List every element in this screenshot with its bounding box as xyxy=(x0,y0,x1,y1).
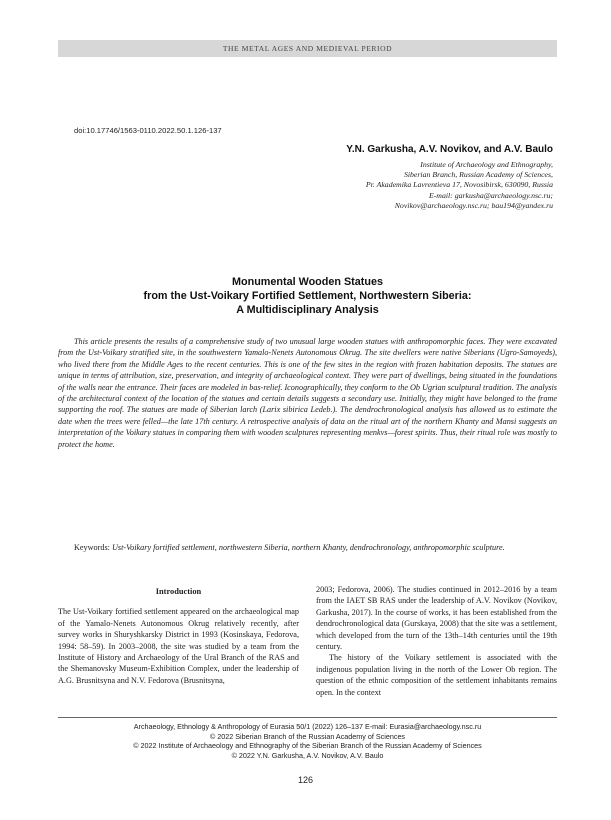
affiliation-email[interactable]: Novikov@archaeology.nsc.ru; bau194@yandex.ru xyxy=(394,200,553,210)
article-title xyxy=(58,275,557,317)
keywords xyxy=(58,542,557,553)
authors: Y.N. Garkusha, A.V. Novikov, and A.V. Baulo xyxy=(346,144,553,155)
affiliation-email[interactable]: E-mail: garkusha@archaeology.nsc.ru; xyxy=(428,190,553,200)
left-column xyxy=(58,584,299,686)
copyright-line: © 2022 Siberian Branch of the Russian Academy of Sciences xyxy=(209,731,406,741)
copyright-line: © 2022 Y.N. Garkusha, A.V. Novikov, A.V. Baulo xyxy=(231,751,384,761)
running-header xyxy=(58,40,557,57)
footer xyxy=(58,722,557,761)
page-number: 126 xyxy=(297,775,314,785)
affiliation-line: Institute of Archaeology and Ethnography, xyxy=(420,160,553,169)
section-title: THE METAL AGES AND MEDIEVAL PERIOD xyxy=(222,44,393,53)
affiliation xyxy=(193,160,553,211)
introduction-heading: Introduction xyxy=(155,587,202,596)
right-column xyxy=(316,584,557,698)
affiliation-line: Pr. Akademika Lavrentieva 17, Novosibirsk, 630090, Russia xyxy=(365,180,553,190)
body-paragraph: 2003; Fedorova, 2006). The studies continued in 2012–2016 by a team from the IAET SB RAS under the leadership of A.V. Novikov (Novikov, Garkusha, 2017). In the course of works, it has been established from the dendrochronological data (Gurskaya, 2008) that the site was a settlement, which developed from the turn of the 13th–14th centuries until the 19th century. xyxy=(316,585,557,652)
title-line: Monumental Wooden Statues xyxy=(232,276,383,288)
body-paragraph: The history of the Voikary settlement is associated with the indigenous population living in the north of the Lower Ob region. The question of the ethnic composition of the settlement inhabitants remains open. In the context xyxy=(316,653,557,697)
affiliation-line: Siberian Branch, Russian Academy of Sciences, xyxy=(403,170,553,180)
abstract: This article presents the results of a comprehensive study of two unusual large wooden statues with anthropomorphic faces. They were excavated from the Ust-Voikary stratified site, in the southwestern Yamalo-Nenets Autonomous Okrug. The site dwellers were native Siberians (Ugro-Samoyeds), who lived there from the Middle Ages to the recent centuries. This is one of the few sites in the region with frozen habitation deposits. The statues are unique in terms of attribution, size, preservation, and integrity of archaeological context. They were part of dwellings, being situated in the foundations of the walls near the entrance. Their faces are modeled in bas-relief. Iconographically, they conform to the Ob Ugrian sculptural tradition. The analysis of the architectural context of the location of the statues and certain details suggests a secondary use. Initially, they might have belonged to the frame supporting the roof. The statues are made of Siberian larch (Larix sibirica Ledeb.). The dendrochronological analysis has allowed us to estimate the date when the trees were felled—the late 17th century. A retrospective analysis of data on the ritual art of the northern Khanty and Mansi suggests an interpretation of the Voikary statues in comparing them with wooden sculptures representing menkvs—forest spirits. Thus, their ritual role was mostly to protect the home. xyxy=(58,337,557,449)
title-line: A Multidisciplinary Analysis xyxy=(236,304,379,316)
footer-divider xyxy=(58,717,557,718)
keywords-text: Ust-Voikary fortified settlement, northwestern Siberia, northern Khanty, dendrochronology, anthropomorphic sculpture. xyxy=(111,543,505,552)
doi-link[interactable]: doi:10.17746/1563-0110.2022.50.1.126-137 xyxy=(74,126,222,135)
keywords-label: Keywords: xyxy=(74,543,110,552)
body-paragraph: The Ust-Voikary fortified settlement appeared on the archaeological map of the Yamalo-Nenets Autonomous Okrug relatively recently, after survey works in Shuryshkarsky District in 1993 (Kosinskaya, Fedorova, 1994: 58–59). In 2003–2008, the site was studied by a team from the Institute of History and Archaeology of the Ural Branch of the RAS and the Shemanovsky Museum-Exhibition Complex, under the leadership of A.G. Brusnitsyna and N.V. Fedorova (Brusnitsyna, xyxy=(58,607,299,685)
title-line: from the Ust-Voikary Fortified Settlement, Northwestern Siberia: xyxy=(143,290,472,302)
journal-line: Archaeology, Ethnology & Anthropology of Eurasia 50/1 (2022) 126–137 E-mail: Eurasia@archaeology.nsc.ru xyxy=(133,722,482,731)
copyright-line: © 2022 Institute of Archaeology and Ethnography of the Siberian Branch of the Russian Academy of Sciences xyxy=(133,741,482,751)
